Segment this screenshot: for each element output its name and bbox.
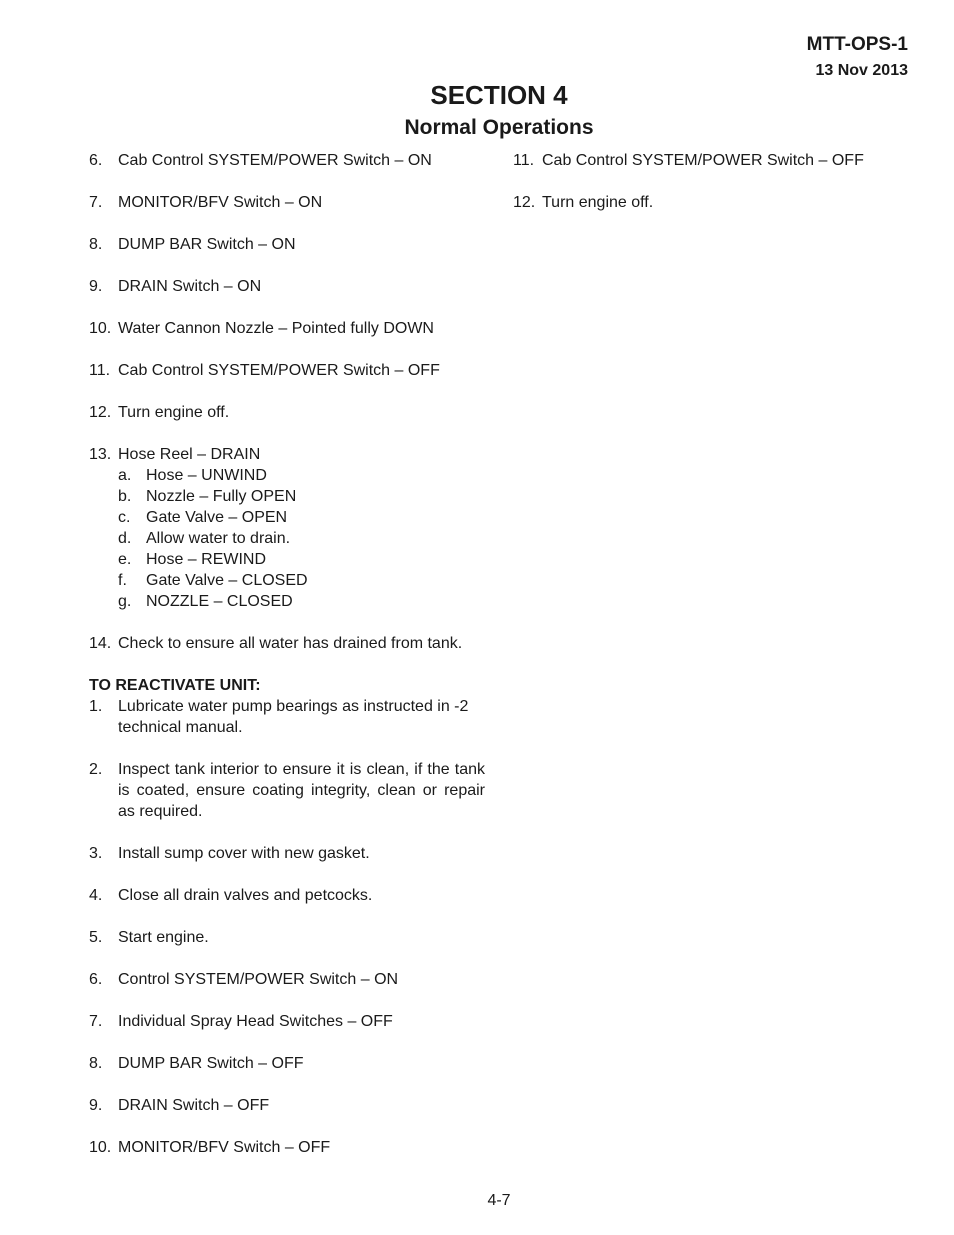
step-text: Inspect tank interior to ensure it is clean, if the tank is coated, ensure coating integrity, clean or repair as required. [118, 761, 485, 820]
step-number: 9. [89, 278, 103, 295]
step-number: 12. [89, 404, 112, 421]
step-text: Close all drain valves and petcocks. [118, 887, 373, 904]
list-item [89, 759, 485, 822]
list-item [89, 1095, 485, 1116]
list-item [89, 927, 485, 948]
sub-step [118, 486, 485, 507]
step-text: Turn engine off. [118, 404, 230, 421]
list-item [89, 234, 485, 255]
sub-step-text: Nozzle – Fully OPEN [146, 488, 297, 505]
list-item [89, 402, 485, 423]
step-number: 11. [89, 362, 111, 379]
sub-step [118, 549, 485, 570]
sub-step-text: Gate Valve – CLOSED [146, 572, 308, 589]
step-number: 6. [89, 152, 103, 169]
step-text: Control SYSTEM/POWER Switch – ON [118, 971, 399, 988]
list-item [89, 633, 485, 654]
step-number: 1. [89, 698, 103, 715]
step-text: Cab Control SYSTEM/POWER Switch – ON [118, 152, 432, 169]
list-item [89, 276, 485, 297]
list-item [89, 1053, 485, 1074]
list-item [89, 192, 485, 213]
step-text: DUMP BAR Switch – OFF [118, 1055, 304, 1072]
step-number: 2. [89, 761, 103, 778]
page-number: 4-7 [487, 1192, 511, 1209]
list-item [89, 1137, 485, 1158]
step-number: 10. [89, 1139, 112, 1156]
list-item [89, 150, 485, 171]
hose-reel-step [89, 444, 485, 612]
step-text: DRAIN Switch – OFF [118, 1097, 270, 1114]
sub-step-letter: c. [118, 509, 131, 526]
sub-step-text: Hose – UNWIND [146, 467, 267, 484]
step-number: 8. [89, 236, 103, 253]
sub-step-letter: a. [118, 467, 132, 484]
sub-step [118, 465, 485, 486]
sub-step-list [118, 465, 485, 612]
document-id: MTT-OPS-1 [806, 34, 908, 55]
list-item [89, 885, 485, 906]
step-text: Individual Spray Head Switches – OFF [118, 1013, 393, 1030]
list-item [89, 969, 485, 990]
step-number: 14. [89, 635, 112, 652]
step-text: Install sump cover with new gasket. [118, 845, 370, 862]
sub-step-letter: g. [118, 593, 132, 610]
sub-step-letter: f. [118, 572, 127, 589]
sub-step-text: Hose – REWIND [146, 551, 267, 568]
step-number: 9. [89, 1097, 103, 1114]
sub-step [118, 591, 485, 612]
step-text: Turn engine off. [542, 194, 654, 211]
sub-step-text: Gate Valve – OPEN [146, 509, 288, 526]
list-item [513, 192, 893, 213]
list-item [89, 360, 485, 381]
step-text: MONITOR/BFV Switch – ON [118, 194, 323, 211]
step-text: Check to ensure all water has drained from tank. [118, 635, 463, 652]
step-text: Start engine. [118, 929, 209, 946]
step-number: 11. [513, 152, 535, 169]
sub-step [118, 570, 485, 591]
step-text: Hose Reel – DRAIN [118, 446, 261, 463]
section-subtitle: Normal Operations [404, 116, 594, 139]
reactivate-heading: TO REACTIVATE UNIT: [89, 677, 261, 694]
sub-step-text: Allow water to drain. [146, 530, 291, 547]
step-text: DRAIN Switch – ON [118, 278, 262, 295]
step-text: MONITOR/BFV Switch – OFF [118, 1139, 331, 1156]
section-title: SECTION 4 [430, 80, 568, 110]
document-date: 13 Nov 2013 [815, 62, 908, 79]
sub-step [118, 507, 485, 528]
step-number: 8. [89, 1055, 103, 1072]
list-item [89, 1011, 485, 1032]
step-text: DUMP BAR Switch – ON [118, 236, 296, 253]
step-number: 4. [89, 887, 103, 904]
sub-step-letter: e. [118, 551, 132, 568]
step-number: 3. [89, 845, 103, 862]
step-text: Cab Control SYSTEM/POWER Switch – OFF [118, 362, 440, 379]
list-item [89, 696, 485, 738]
step-text: Lubricate water pump bearings as instructed in -2 technical manual. [118, 698, 469, 736]
list-item [89, 318, 485, 339]
left-column [89, 150, 485, 1179]
step-number: 13. [89, 446, 112, 463]
list-item [513, 150, 893, 171]
sub-step [118, 528, 485, 549]
step-number: 6. [89, 971, 103, 988]
sub-step-letter: d. [118, 530, 132, 547]
list-item [89, 843, 485, 864]
step-number: 7. [89, 194, 103, 211]
right-column [513, 150, 893, 234]
step-number: 7. [89, 1013, 103, 1030]
sub-step-letter: b. [118, 488, 132, 505]
step-number: 5. [89, 929, 103, 946]
step-number: 12. [513, 194, 536, 211]
step-text: Cab Control SYSTEM/POWER Switch – OFF [542, 152, 864, 169]
step-text: Water Cannon Nozzle – Pointed fully DOWN [118, 320, 434, 337]
step-number: 10. [89, 320, 112, 337]
sub-step-text: NOZZLE – CLOSED [146, 593, 293, 610]
